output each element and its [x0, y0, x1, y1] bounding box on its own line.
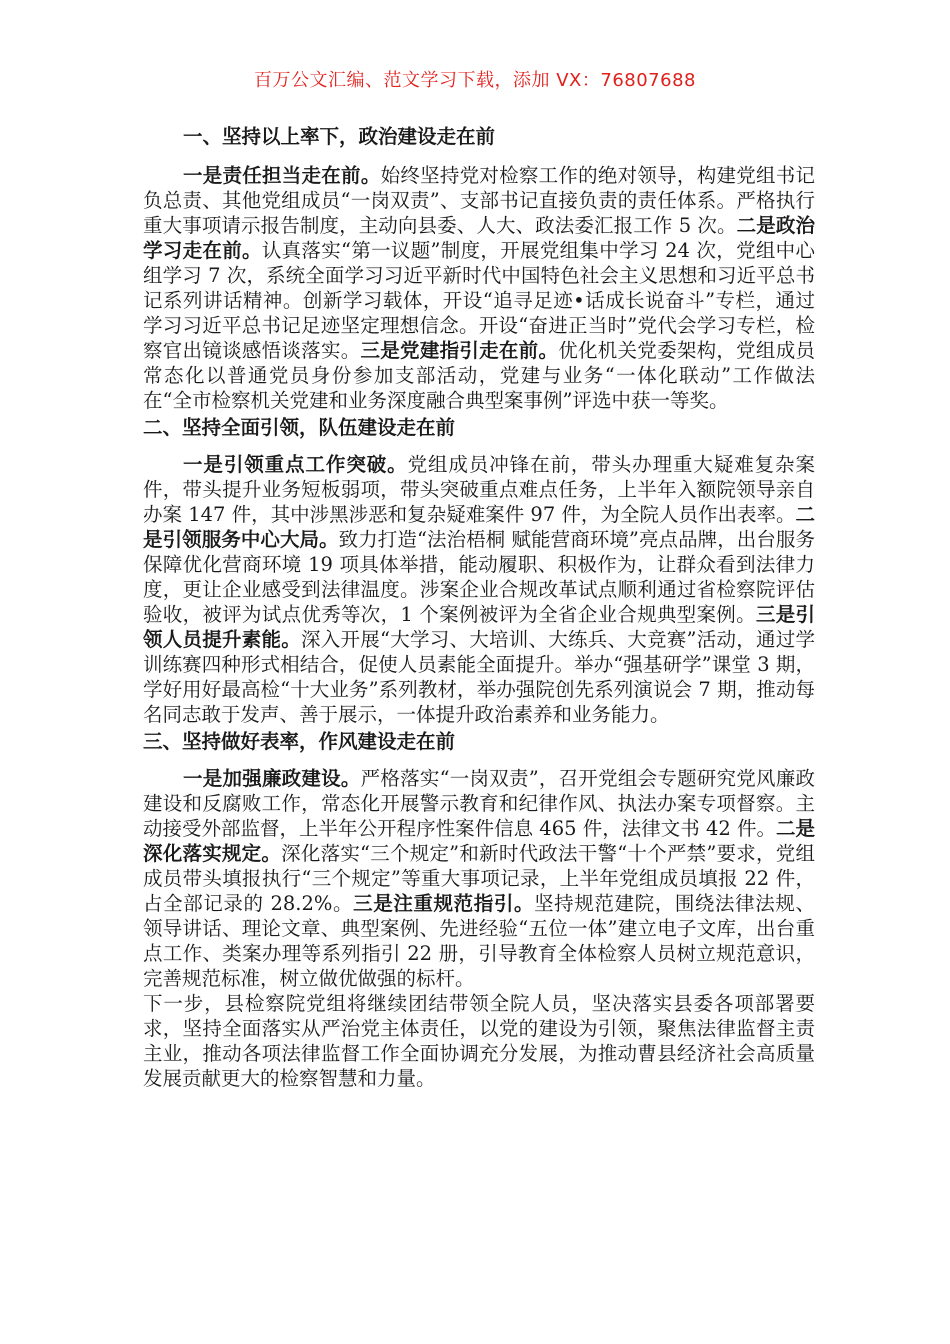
closing-paragraph: 下一步，县检察院党组将继续团结带领全院人员，坚决落实县委各项部署要求，坚持全面落实从严治党主体责任，以党的建设为引领，聚焦法律监督主责主业，推动各项法律监督工作全面协调充分发展，为推动曹县经济社会高质量发展贡献更大的检察智慧和力量。	[143, 992, 815, 1090]
point-title: 三是党建指引走在前。	[360, 339, 559, 362]
point-text: 认真落实“第一议题”制度，开展党组集中学习 24 次，党组中心组学习 7 次，系统全面学习习近平新时代中国特色社会主义思想和习近平总书记系列讲话精神。创新学习载体，开设“追寻足迹•话成长说奋斗”专栏，通过学习习近平总书记足迹坚定理想信念。开设“奋进正当时”党代会学习专栏，检察官出镜谈感悟谈落实。	[143, 239, 815, 362]
point-title: 二是深化落实规定。	[143, 817, 815, 865]
point-text: 致力打造“法治梧桐 赋能营商环境”亮点品牌，出台服务保障优化营商环境 19 项具体举措，能动履职、积极作为，让群众看到法律力度，更让企业感受到法律温度。涉案企业合规改革试点顺利通过省检察院评估验收，被评为试点优秀等次，1 个案例被评为全省企业合规典型案例。	[143, 528, 815, 626]
point-title: 二是政治学习走在前。	[143, 214, 815, 262]
point-text: 党组成员冲锋在前，带头办理重大疑难复杂案件，带头提升业务短板弱项，带头突破重点难点任务，上半年入额院领导亲自办案 147 件，其中涉黑涉恶和复杂疑难案件 97 件，为全院人员作出表率。	[143, 453, 815, 526]
point-title: 三是注重规范指引。	[353, 892, 535, 915]
point-text: 深入开展“大学习、大培训、大练兵、大竞赛”活动，通过学训练赛四种形式相结合，促使人员素能全面提升。举办“强基研学”课堂 3 期，学好用好最高检“十大业务”系列教材，举办强院创先系列演说会 7 期，推动每名同志敢于发声、善于展示，一体提升政治素养和业务能力。	[143, 628, 815, 726]
point-text: 坚持规范建院，围绕法律法规、领导讲话、理论文章、典型案例、先进经验“五位一体”建立电子文库，出台重点工作、类案办理等系列指引 22 册，引导教育全体检察人员树立规范意识，完善规范标准，树立做优做强的标杆。	[143, 892, 815, 990]
section-paragraph-2	[143, 452, 815, 727]
point-text: 严格落实“一岗双责”，召开党组会专题研究党风廉政建设和反腐败工作，常态化开展警示教育和纪律作风、执法办案专项督察。主动接受外部监督，上半年公开程序性案件信息 465 件，法律文书 42 件。	[143, 767, 815, 840]
section-heading-2: 二、坚持全面引领，队伍建设走在前	[143, 416, 456, 439]
document-body	[143, 124, 815, 1091]
section-heading-1: 一、坚持以上率下，政治建设走在前	[183, 125, 496, 148]
point-title: 二是引领服务中心大局。	[143, 503, 815, 551]
section-paragraph-3	[143, 766, 815, 991]
watermark-header: 百万公文汇编、范文学习下载，添加 VX：76807688	[254, 70, 696, 91]
point-title: 一是引领重点工作突破。	[183, 453, 408, 476]
section-paragraph-1	[143, 163, 815, 413]
point-text: 深化落实“三个规定”和新时代政法干警“十个严禁”要求，党组成员带头填报执行“三个规定”等重大事项记录，上半年党组成员填报 22 件，占全部记录的 28.2%。	[143, 842, 815, 915]
point-title: 三是引领人员提升素能。	[143, 603, 815, 651]
point-text: 优化机关党委架构，党组成员常态化以普通党员身份参加支部活动，党建与业务“一体化联动”工作做法在“全市检察机关党建和业务深度融合典型案事例”评选中获一等奖。	[143, 339, 815, 412]
section-heading-3: 三、坚持做好表率，作风建设走在前	[143, 730, 456, 753]
point-title: 一是责任担当走在前。	[183, 164, 381, 187]
point-text: 始终坚持党对检察工作的绝对领导，构建党组书记负总责、其他党组成员“一岗双责”、支部书记直接负责的责任体系。严格执行重大事项请示报告制度，主动向县委、人大、政法委汇报工作 5 次。	[143, 164, 815, 237]
point-title: 一是加强廉政建设。	[183, 767, 361, 790]
